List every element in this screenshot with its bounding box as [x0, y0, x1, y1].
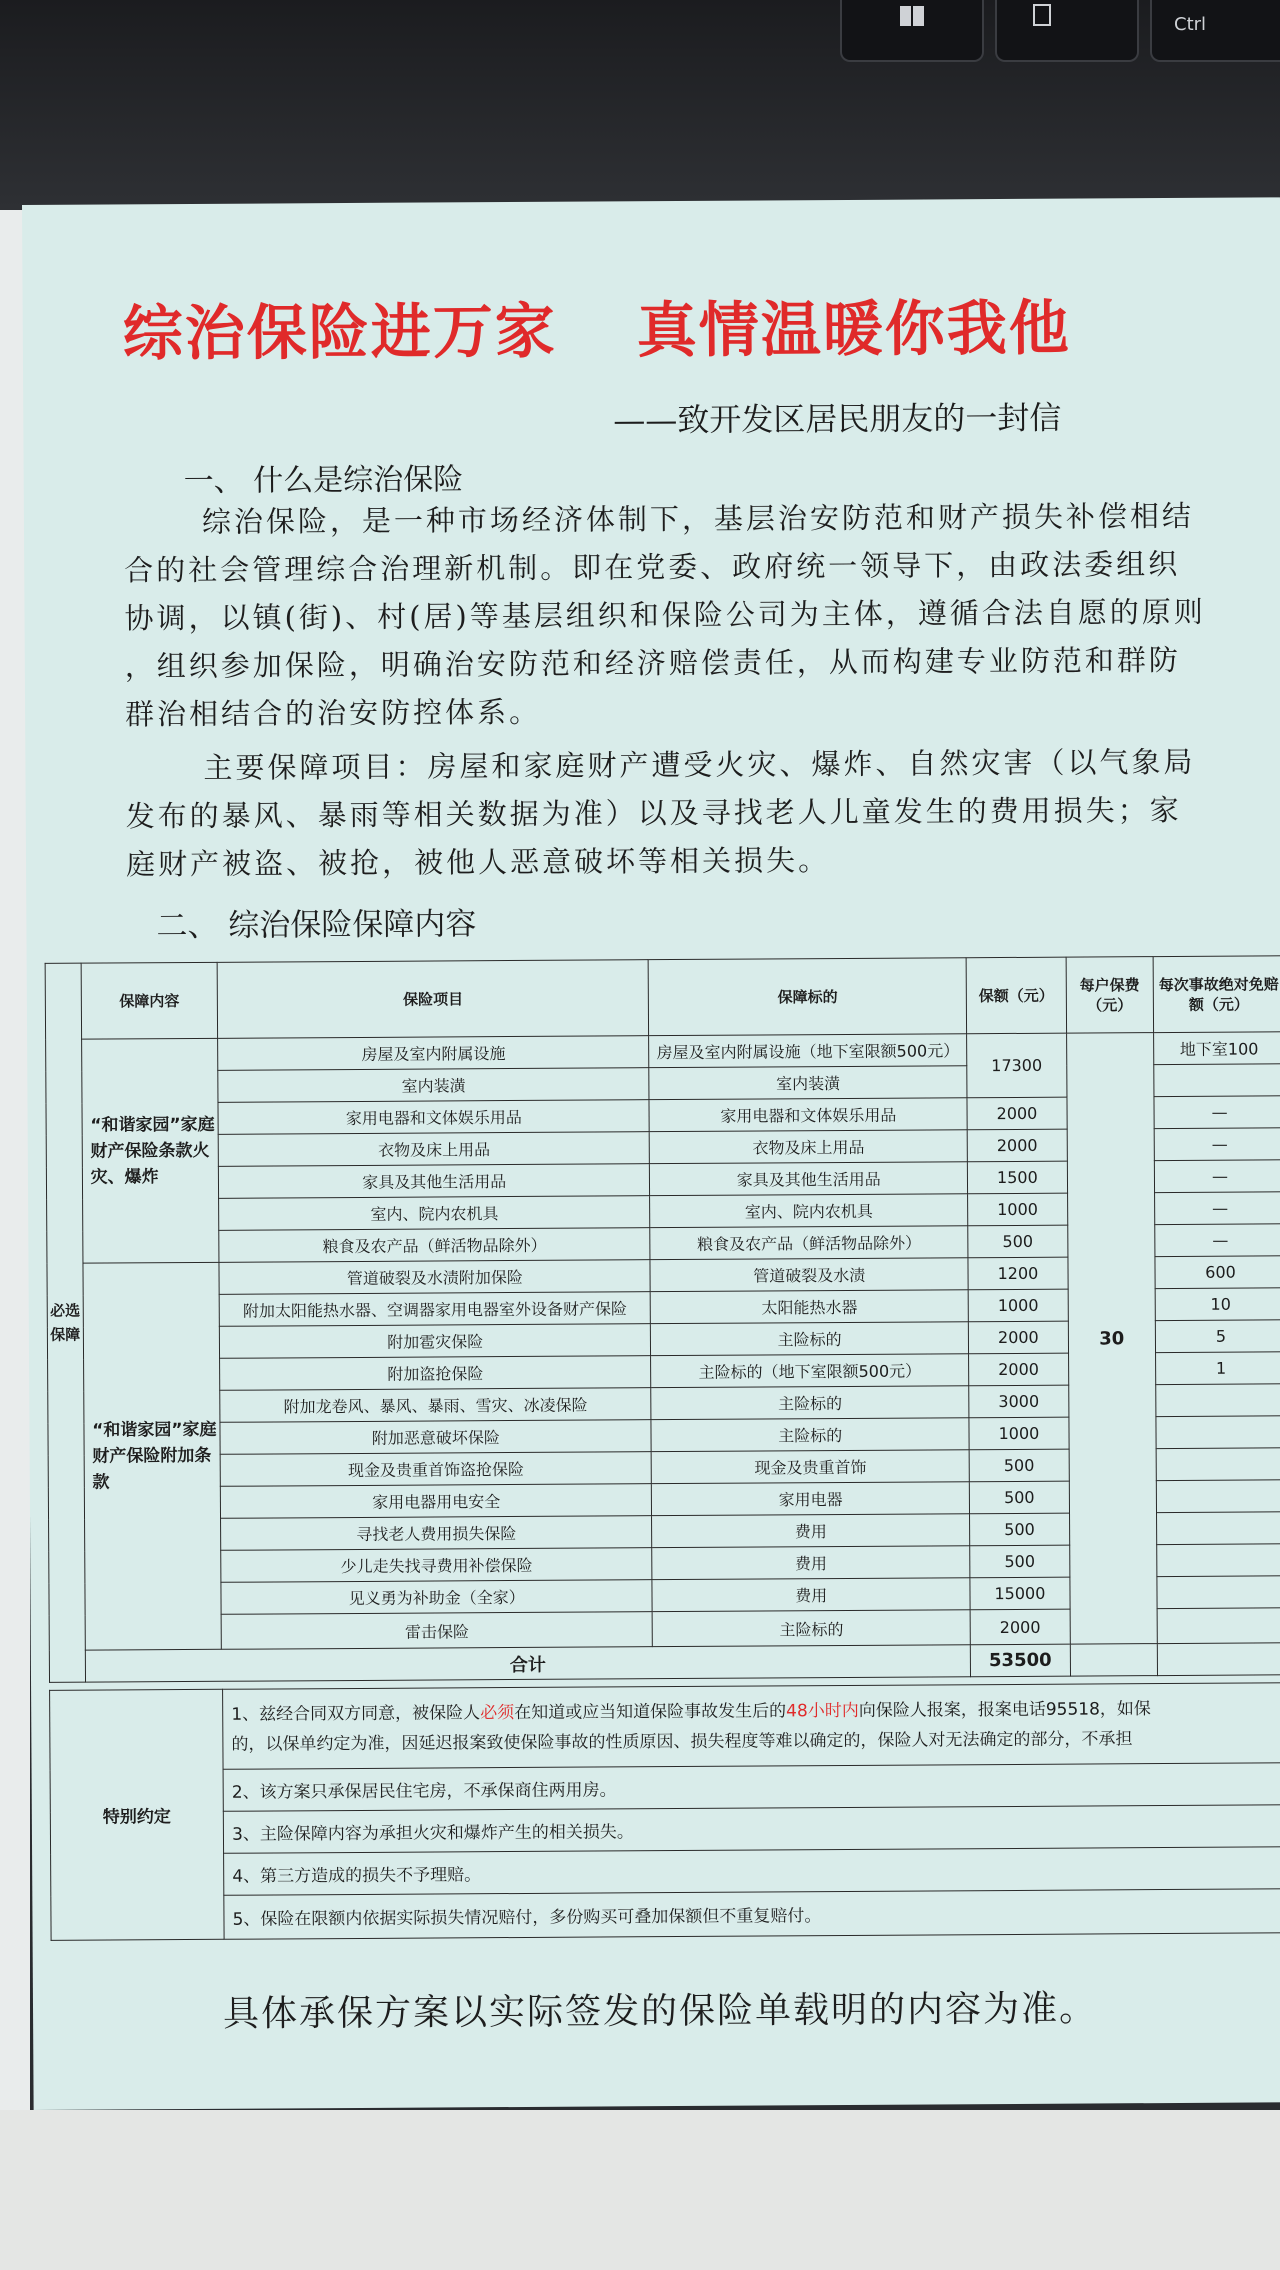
deductible-value: 地下室100 [1154, 1032, 1280, 1065]
coverage-target: 房屋及室内附属设施（地下室限额500元） [649, 1034, 967, 1068]
menu-icon [1033, 4, 1051, 26]
table-row [46, 1032, 1280, 1072]
deductible-value: — [1154, 1096, 1280, 1129]
ctrl-key-label: Ctrl [1174, 14, 1207, 35]
coverage-target: 费用 [652, 1514, 970, 1548]
deductible-value: 1 [1155, 1352, 1280, 1385]
special-term-2: 2、该方案只承保居民住宅房，不承保商住两用房。 [223, 1763, 1280, 1812]
header-item: 保险项目 [217, 960, 649, 1039]
paragraph-line: 发布的暴风、暴雨等相关数据为准）以及寻找老人儿童发生的费用损失；家 [125, 792, 1182, 834]
coverage-item: 粮食及农产品（鲜活物品除外） [219, 1228, 650, 1263]
coverage-item: 附加恶意破坏保险 [220, 1420, 651, 1455]
special-terms-table [49, 1682, 1280, 1941]
insurance-letter [22, 197, 1280, 2110]
coverage-amount: 2000 [969, 1353, 1069, 1386]
coverage-item: 少儿走失找寻费用补偿保险 [221, 1548, 652, 1583]
coverage-amount: 500 [970, 1545, 1070, 1578]
total-value: 53500 [970, 1644, 1070, 1677]
coverage-table [45, 955, 1280, 1683]
coverage-target: 家用电器 [652, 1482, 970, 1516]
total-empty [1157, 1643, 1280, 1676]
special-term-row [51, 1889, 1280, 1941]
coverage-target: 管道破裂及水渍 [650, 1258, 968, 1292]
deductible-value [1157, 1544, 1280, 1577]
coverage-item: 房屋及室内附属设施 [218, 1036, 649, 1071]
special-term-row [50, 1683, 1280, 1771]
deductible-value [1156, 1384, 1280, 1417]
special-terms-label: 特别约定 [50, 1689, 225, 1940]
header-amount: 保额（元） [966, 957, 1066, 1034]
paragraph-line: 庭财产被盗、被抢，被他人恶意破坏等相关损失。 [125, 843, 831, 882]
coverage-item: 室内、院内农机具 [219, 1196, 650, 1231]
coverage-target: 家具及其他生活用品 [650, 1162, 968, 1196]
coverage-target: 主险标的 [652, 1610, 970, 1647]
section-2-title: 二、 综治保险保障内容 [156, 906, 477, 945]
coverage-amount: 1000 [969, 1417, 1069, 1450]
total-label: 合计 [85, 1645, 971, 1682]
clause-hours-text: 48小时内 [786, 1700, 859, 1721]
coverage-target: 粮食及农产品（鲜活物品除外） [650, 1226, 968, 1260]
coverage-item: 现金及贵重首饰盗抢保险 [220, 1452, 651, 1487]
paragraph-line: 合的社会管理综合治理新机制。即在党委、政府统一领导下，由政法委组织 [124, 546, 1181, 588]
coverage-item: 附加太阳能热水器、空调器家用电器室外设备财产保险 [219, 1292, 650, 1327]
menu-key [995, 0, 1139, 62]
deductible-value: 5 [1155, 1320, 1280, 1353]
coverage-item: 附加盗抢保险 [220, 1356, 651, 1391]
premium-value: 30 [1066, 1033, 1157, 1645]
ctrl-key [1150, 0, 1280, 62]
coverage-amount: 1000 [968, 1193, 1068, 1226]
special-term-row [51, 1847, 1280, 1897]
coverage-amount: 1500 [967, 1161, 1067, 1194]
clause-text: 向保险人报案，报案电话95518，如保 [858, 1698, 1151, 1721]
windows-key [840, 0, 984, 62]
special-term-4: 4、第三方造成的损失不予理赔。 [224, 1847, 1280, 1896]
deductible-value: 600 [1155, 1256, 1280, 1289]
deductible-value: — [1154, 1128, 1280, 1161]
section-1-title: 一、 什么是综治保险 [183, 462, 464, 500]
total-empty [1070, 1644, 1157, 1677]
coverage-amount: 2000 [967, 1129, 1067, 1162]
coverage-item: 室内装潢 [218, 1068, 649, 1103]
letter-subtitle: ——致开发区居民朋友的一封信 [613, 398, 1062, 440]
main-title [122, 280, 1223, 373]
coverage-item: 管道破裂及水渍附加保险 [219, 1260, 650, 1295]
coverage-amount: 2000 [970, 1609, 1070, 1645]
coverage-amount: 500 [970, 1513, 1070, 1546]
table-header-row [45, 956, 1280, 1040]
coverage-amount: 15000 [970, 1577, 1070, 1610]
coverage-target: 现金及贵重首饰 [651, 1450, 969, 1484]
coverage-target: 家用电器和文体娱乐用品 [649, 1098, 967, 1132]
clause-must-text: 必须 [480, 1702, 515, 1723]
deductible-value [1156, 1416, 1280, 1449]
coverage-target: 费用 [652, 1578, 970, 1612]
total-row [49, 1643, 1280, 1683]
coverage-target: 主险标的（地下室限额500元） [651, 1354, 969, 1388]
header-premium: 每户保费（元） [1066, 957, 1154, 1034]
coverage-amount: 2000 [968, 1321, 1068, 1354]
group1-label: “和谐家园”家庭财产保险条款火灾、爆炸 [81, 1038, 219, 1263]
deductible-value [1157, 1576, 1280, 1609]
coverage-item: 家用电器用电安全 [221, 1484, 652, 1519]
deductible-value: — [1154, 1192, 1280, 1225]
keyboard-background [0, 0, 1280, 210]
coverage-item: 附加龙卷风、暴风、暴雨、雪灾、冰凌保险 [220, 1388, 651, 1423]
coverage-amount: 500 [969, 1449, 1069, 1482]
coverage-amount: 2000 [967, 1097, 1067, 1130]
coverage-target: 主险标的 [651, 1386, 969, 1420]
paragraph-line: 综治保险，是一种市场经济体制下，基层治安防范和财产损失补偿相结 [201, 498, 1195, 539]
special-term-row [50, 1763, 1280, 1813]
coverage-target: 主险标的 [651, 1322, 969, 1356]
coverage-amount: 1200 [968, 1257, 1068, 1290]
special-term-3: 3、主险保障内容为承担火灾和爆炸产生的相关损失。 [223, 1805, 1280, 1854]
special-term-1 [223, 1683, 1280, 1770]
deductible-value [1157, 1608, 1280, 1644]
coverage-amount: 1000 [968, 1289, 1068, 1322]
coverage-target: 室内装潢 [649, 1066, 967, 1100]
desk-surface-bottom [0, 2110, 1280, 2270]
coverage-target: 费用 [652, 1546, 970, 1580]
footer-note: 具体承保方案以实际签发的保险单载明的内容为准。 [222, 1988, 1098, 2035]
clause-text: 1、兹经合同双方同意，被保险人 [231, 1702, 481, 1725]
paragraph-line: 主要保障项目：房屋和家庭财产遭受火灾、爆炸、自然灾害（以气象局 [203, 744, 1196, 785]
paragraph-line: 群治相结合的治安防控体系。 [125, 694, 542, 732]
coverage-target: 太阳能热水器 [650, 1290, 968, 1324]
special-term-row [50, 1805, 1280, 1855]
deductible-value: — [1155, 1224, 1280, 1257]
header-deductible: 每次事故绝对免赔额（元） [1153, 956, 1280, 1033]
coverage-item: 寻找老人费用损失保险 [221, 1516, 652, 1551]
coverage-amount: 17300 [967, 1033, 1067, 1098]
clause-text: 在知道或应当知道保险事故发生后的 [514, 1700, 787, 1723]
header-target: 保障标的 [648, 958, 966, 1036]
coverage-item: 家用电器和文体娱乐用品 [218, 1100, 649, 1135]
coverage-item: 衣物及床上用品 [218, 1132, 649, 1167]
deductible-value: 10 [1155, 1288, 1280, 1321]
coverage-item: 家具及其他生活用品 [219, 1164, 650, 1199]
must-coverage-label: 必选保障 [45, 963, 85, 1682]
coverage-target: 衣物及床上用品 [650, 1130, 968, 1164]
deductible-value [1156, 1512, 1280, 1545]
deductible-value [1156, 1448, 1280, 1481]
main-title-right: 真情温暖你我他 [636, 293, 1071, 367]
windows-logo-icon [900, 6, 924, 26]
clause-text: 的，以保单约定为准，因延迟报案致使保险事故的性质原因、损失程度等难以确定的，保险人对无法确定的部分，不承担 [231, 1728, 1133, 1755]
special-term-5: 5、保险在限额内依据实际损失情况赔付，多份购买可叠加保额但不重复赔付。 [224, 1889, 1280, 1940]
deductible-value [1154, 1064, 1280, 1097]
paragraph-definition [124, 491, 1273, 738]
paragraph-coverage [125, 737, 1274, 888]
paragraph-line: 协调，以镇(街)、村(居)等基层组织和保险公司为主体，遵循合法自愿的原则 [124, 594, 1206, 636]
coverage-target: 主险标的 [651, 1418, 969, 1452]
main-title-left: 综治保险进万家 [122, 296, 557, 370]
deductible-value: — [1154, 1160, 1280, 1193]
paragraph-line: ，组织参加保险，明确治安防范和经济赔偿责任，从而构建专业防范和群防 [124, 642, 1181, 684]
coverage-target: 室内、院内农机具 [650, 1194, 968, 1228]
coverage-item: 附加雹灾保险 [220, 1324, 651, 1359]
deductible-value [1156, 1480, 1280, 1513]
group2-label: “和谐家园”家庭财产保险附加条款 [83, 1262, 222, 1650]
coverage-amount: 500 [968, 1225, 1068, 1258]
coverage-amount: 3000 [969, 1385, 1069, 1418]
coverage-amount: 500 [969, 1481, 1069, 1514]
coverage-item: 雷击保险 [221, 1612, 652, 1650]
header-content: 保障内容 [81, 962, 218, 1039]
coverage-item: 见义勇为补助金（全家） [221, 1580, 652, 1615]
